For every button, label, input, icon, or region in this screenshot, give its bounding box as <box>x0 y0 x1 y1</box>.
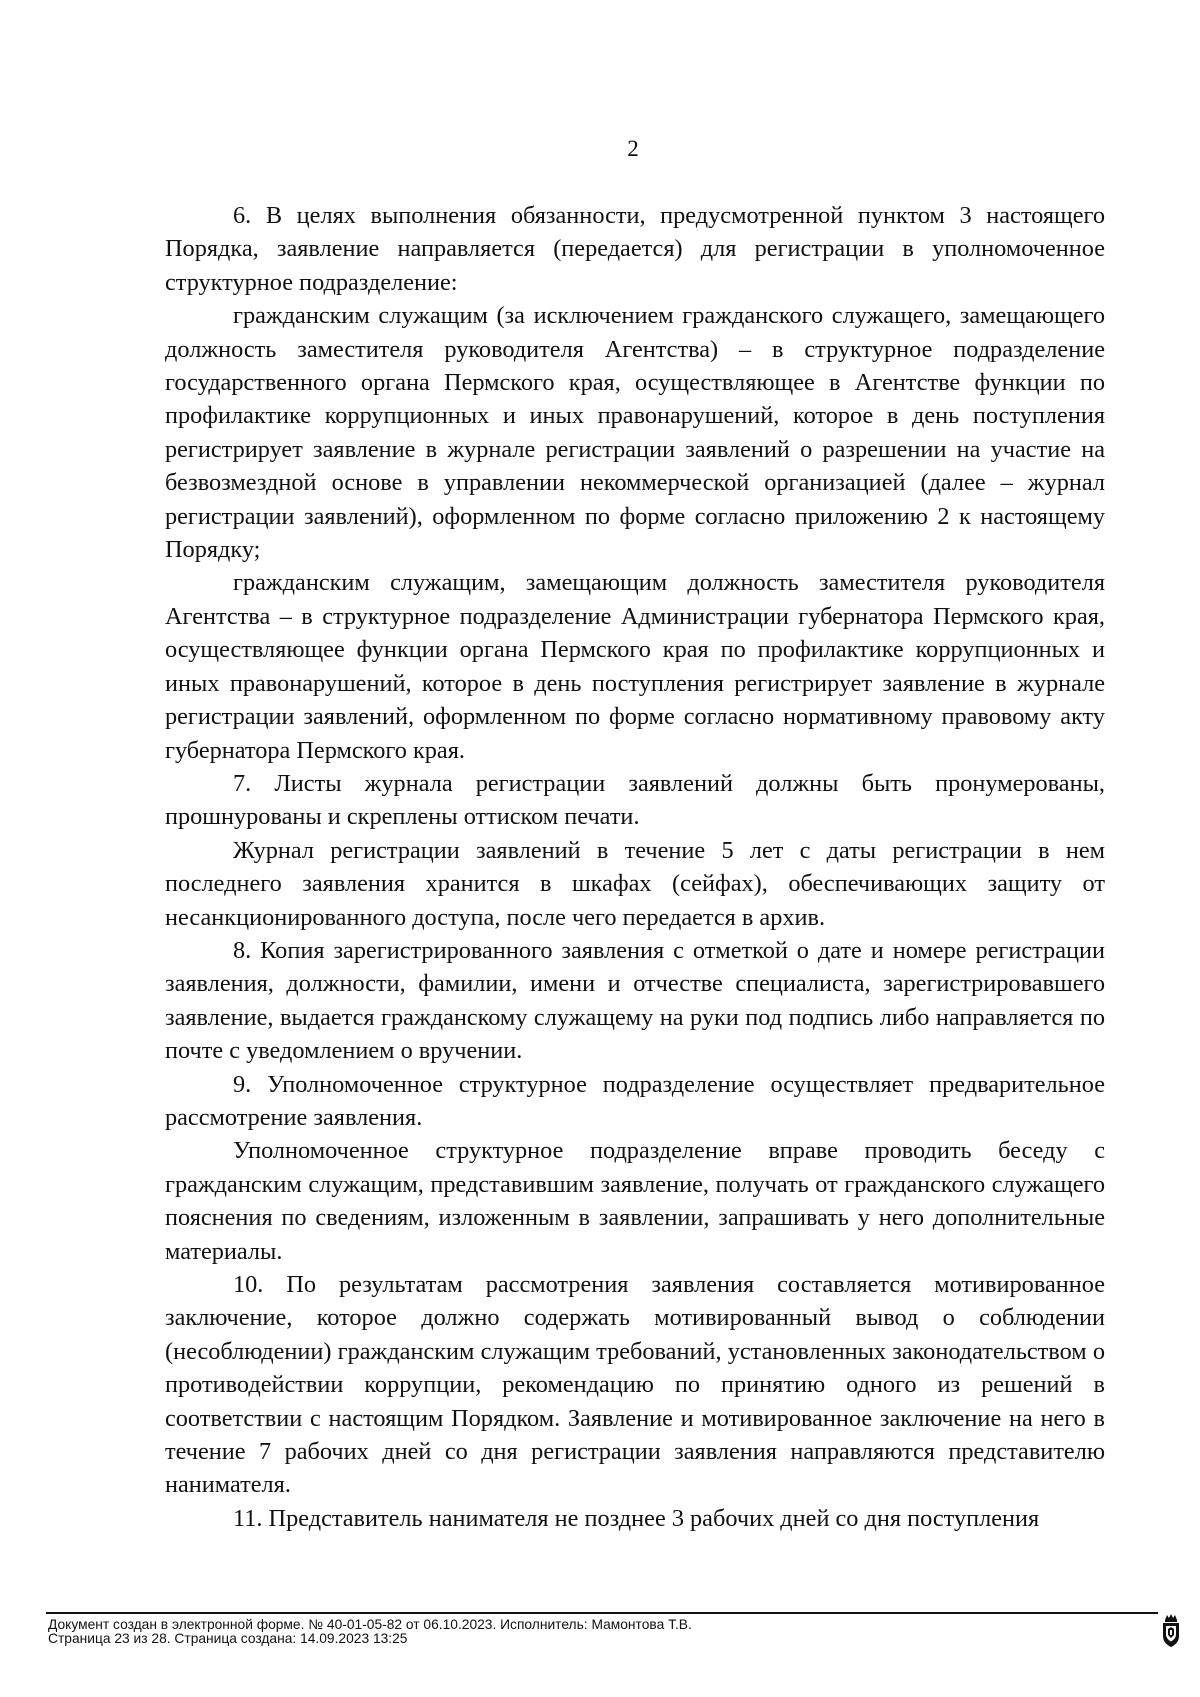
paragraph-8: 8. Копия зарегистрированного заявления с отметкой о дате и номере регистрации заявления, должности, фамилии, имени и отчестве специалиста, зарегистрировавшего заявление, выдается гражданскому служащему на руки под подпись либо направляется по почте с уведомлением о вручении. <box>165 936 1105 1065</box>
perm-krai-coat-of-arms-icon <box>1160 1612 1182 1648</box>
footer-line-document: Документ создан в электронной форме. № 40-01-05-82 от 06.10.2023. Исполнитель: Мамонтова Т.В. <box>48 1617 692 1632</box>
paragraph-journal-storage: Журнал регистрации заявлений в течение 5 лет с даты регистрации в нем последнего заявления хранится в шкафах (сейфах), обеспечивающих защиту от несанкционированного доступа, после чего передается в архив. <box>165 836 1105 931</box>
footer-line-page: Страница 23 из 28. Страница создана: 14.09.2023 13:25 <box>48 1631 408 1646</box>
footer-meta <box>48 1618 692 1646</box>
paragraph-civil-servants: гражданским служащим (за исключением гражданского служащего, замещающего должность заместителя руководителя Агентства) – в структурное подразделение государственного органа Пермского края, осуществляющее в Агентстве функции по профилактике коррупционных и иных правонарушений, которое в день поступления регистрирует заявление в журнале регистрации заявлений о разрешении на участие на безвозмездной основе в управлении некоммерческой организацией (далее – журнал регистрации заявлений), оформленном по форме согласно приложению 2 к настоящему Порядку; <box>165 302 1105 564</box>
paragraph-9: 9. Уполномоченное структурное подразделение осуществляет предварительное рассмотрение заявления. <box>165 1070 1105 1131</box>
paragraph-6: 6. В целях выполнения обязанности, предусмотренной пунктом 3 настоящего Порядка, заявление направляется (передается) для регистрации в уполномоченное структурное подразделение: <box>165 202 1105 296</box>
paragraph-deputy-head: гражданским служащим, замещающим должность заместителя руководителя Агентства – в структурное подразделение Администрации губернатора Пермского края, осуществляющее функции органа Пермского края по профилактике коррупционных и иных правонарушений, которое в день поступления регистрирует заявление в журнале регистрации заявлений, оформленном по форме согласно нормативному правовому акту губернатора Пермского края. <box>165 569 1105 764</box>
document-body <box>165 199 1105 1535</box>
footer-divider <box>46 1612 1158 1614</box>
paragraph-10: 10. По результатам рассмотрения заявления составляется мотивированное заключение, которое должно содержать мотивированный вывод о соблюдении (несоблюдении) гражданским служащим требований, установленных законодательством о противодействии коррупции, рекомендацию по принятию одного из решений в соответствии с настоящим Порядком. Заявление и мотивированное заключение на него в течение 7 рабочих дней со дня регистрации заявления направляются представителю нанимателя. <box>165 1271 1105 1499</box>
paragraph-11: 11. Представитель нанимателя не позднее 3 рабочих дней со дня поступления <box>233 1504 1040 1532</box>
paragraph-7: 7. Листы журнала регистрации заявлений должны быть пронумерованы, прошнурованы и скреплены оттиском печати. <box>165 769 1105 831</box>
paragraph-conversation: Уполномоченное структурное подразделение вправе проводить беседу с гражданским служащим, представившим заявление, получать от гражданского служащего пояснения по сведениям, изложенным в заявлении, запрашивать у него дополнительные материалы. <box>165 1137 1105 1265</box>
page-number: 2 <box>627 136 639 161</box>
